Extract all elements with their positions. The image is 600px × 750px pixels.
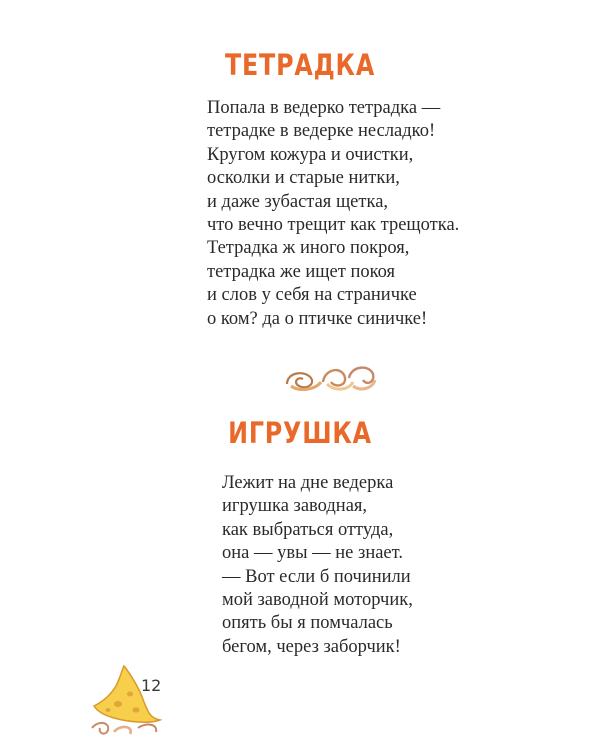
poem-line: и слов у себя на страничке: [207, 285, 417, 306]
poem-title-tetradka: ТЕТРАДКА: [224, 48, 376, 82]
poem-line: о ком? да о птичке синичке!: [207, 308, 428, 329]
cheese-illustration-icon: [88, 662, 180, 740]
poem-line: мой заводной моторчик,: [222, 590, 413, 611]
poem-line: бегом, через заборчик!: [222, 636, 401, 657]
page-number: 12: [141, 676, 162, 695]
poem-line: осколки и старые нитки,: [207, 168, 400, 189]
poem-line: Лежит на дне ведерка: [222, 473, 394, 493]
poem-line: игрушка заводная,: [222, 496, 368, 517]
poem-line: как выбраться оттуда,: [222, 519, 394, 540]
poem-igrushka-text: [222, 472, 413, 659]
peel-curl-ornament-icon: [283, 360, 379, 396]
poem-line: тетрадка же ищет покоя: [207, 261, 396, 282]
poem-title-igrushka: ИГРУШКА: [228, 416, 372, 450]
poem-line: Попала в ведерко тетрадка —: [207, 98, 441, 118]
poem-line: что вечно трещит как трещотка.: [207, 215, 460, 236]
poem-line: и даже зубастая щетка,: [207, 191, 389, 212]
poem-line: — Вот если б починили: [222, 566, 411, 587]
poem-line: она — увы — не знает.: [222, 543, 403, 564]
poem-line: тетрадке в ведерке несладко!: [207, 121, 436, 142]
poem-tetradka-text: [207, 97, 459, 331]
poem-line: опять бы я помчалась: [222, 613, 393, 634]
poem-line: Кругом кожура и очистки,: [207, 144, 414, 165]
poem-line: Тетрадка ж иного покроя,: [207, 238, 410, 259]
